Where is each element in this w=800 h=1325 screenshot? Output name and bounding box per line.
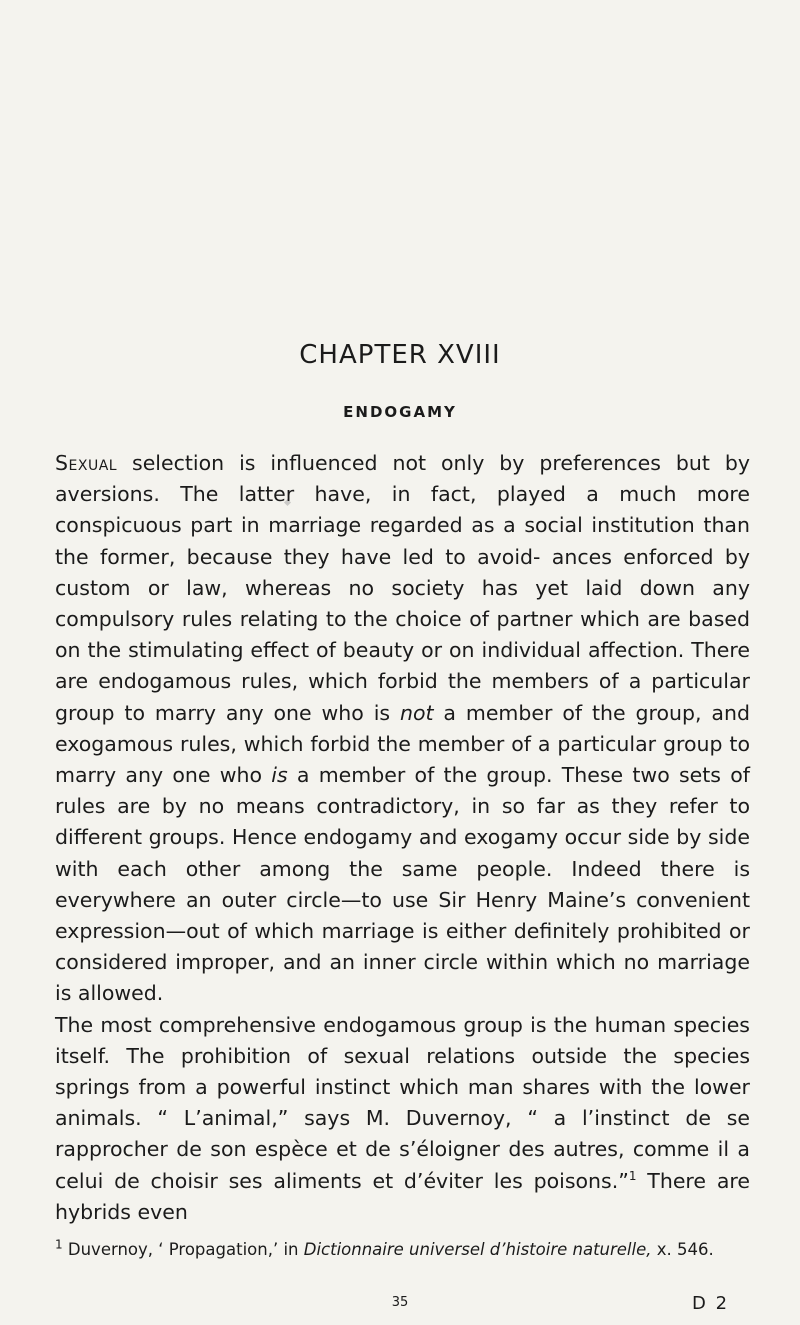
footnote-title: Dictionnaire universel d’histoire naturelle,	[303, 1240, 652, 1259]
footnote-marker: 1	[55, 1237, 63, 1252]
footnote-text-b: x. 546.	[651, 1240, 714, 1259]
opening-word: Sexual	[55, 451, 118, 475]
emphasis-is: is	[271, 763, 288, 788]
paragraph-1-text-b: a member of the group, and exogamous rules, which forbid the member of a particular group to marry any one who	[55, 700, 750, 788]
section-title: ENDOGAMY	[343, 403, 457, 421]
paragraph-1	[55, 448, 750, 1010]
chapter-title: CHAPTER XVIII	[299, 340, 501, 370]
paragraph-2-text-a: The most comprehensive endogamous group is the human species itself. The prohibition of sexual relations outside the species springs from a powerful instinct which man shares with the lower animals. “ L’animal,” says M. Duvernoy, “ a l’instinct de se rapprocher de son espèce et de s’éloigner des autres, comme il a celui de choisir ses aliments et d’éviter les poisons.”	[55, 1012, 750, 1193]
paragraph-2-text-b: There are hybrids even	[55, 1168, 750, 1224]
footnote-reference: 1	[628, 1168, 637, 1183]
signature-mark: D 2	[692, 1293, 730, 1314]
emphasis-not: not	[399, 700, 434, 725]
footnote-text-a: Duvernoy, ‘ Propagation,’ in	[62, 1240, 304, 1259]
footnote	[55, 1237, 750, 1262]
paragraph-2	[55, 1010, 750, 1228]
body-text	[55, 448, 750, 1228]
paragraph-1-text-c: a member of the group. These two sets of rules are by no means contradictory, in so far as they refer to different groups. Hence endogamy and exogamy occur side by side with each other among the same people. Indeed there is everywhere an outer circle—to use Sir Henry Maine’s convenient expression—out of which marriage is either definitely prohibited or considered improper, and an inner circle within which no marriage is allowed.	[55, 763, 750, 1006]
paragraph-1-text-a: selection is influenced not only by preferences but by aversions. The latter have, in fact, played a much more conspicuous part in marriage regarded as a social institution than the former, because they have led to avoid- ances enforced by custom or law, whereas no society has yet laid down any compulsory rules relating to the choice of partner which are based on the stimulating effect of beauty or on individual affection. There are endogamous rules, which forbid the members of a particular group to marry any one who is	[55, 451, 750, 725]
page-number: 35	[391, 1295, 409, 1310]
